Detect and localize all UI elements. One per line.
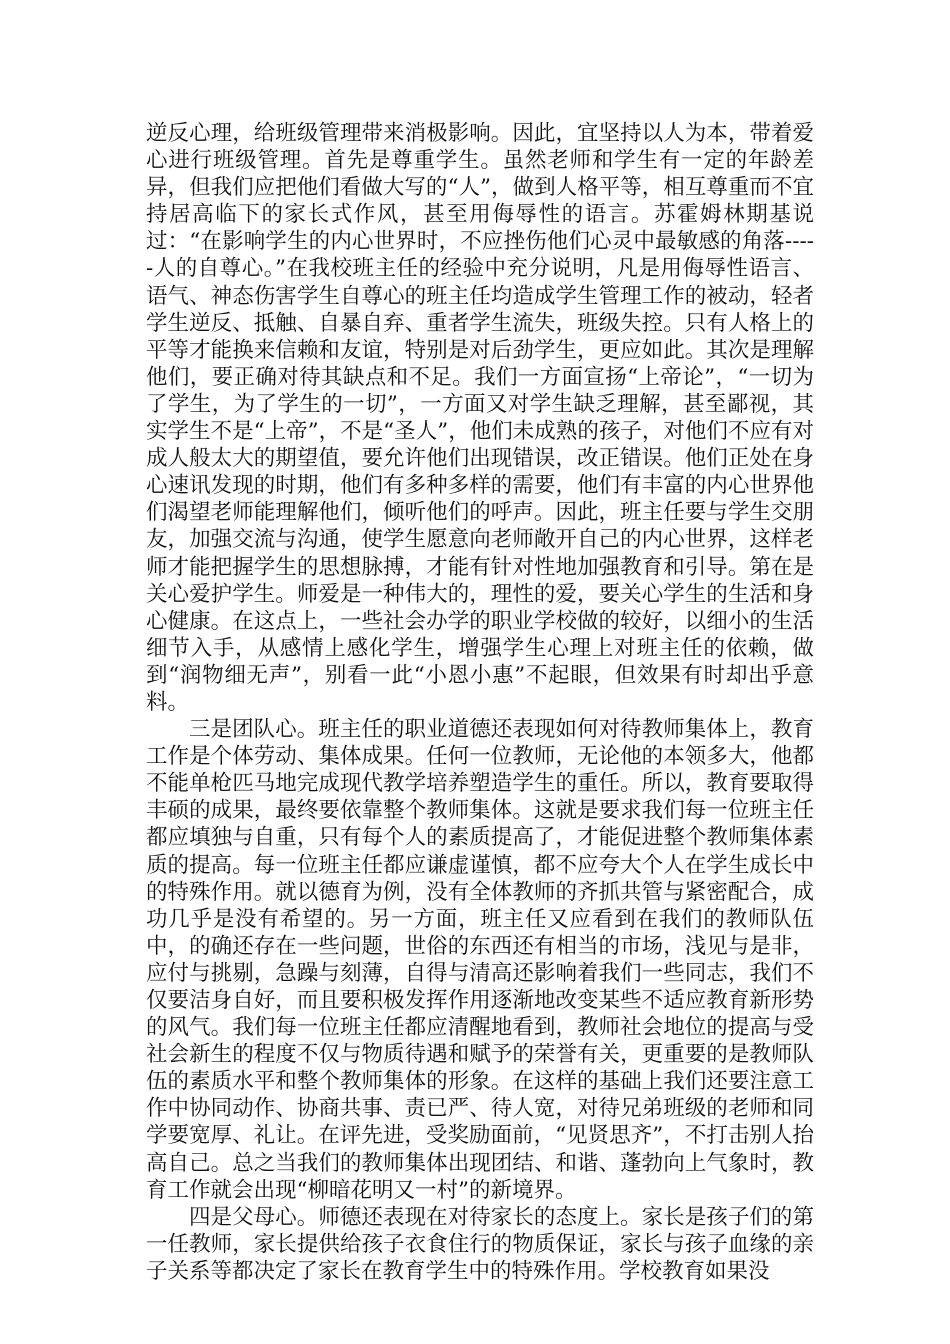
paragraph-1: 逆反心理，给班级管理带来消极影响。因此，宜坚持以人为本，带着爱心进行班级管理。首先是尊重学生。虽然老师和学生有一定的年龄差异，但我们应把他们看做大写的“人”，做到人格平等，相互尊重而不宜持居高临下的家长式作风，甚至用侮辱性的语言。苏霍姆林期基说过：“在影响学生的内心世界时，不应挫伤他们心灵中最敏感的角落-----人的自尊心。”在我校班主任的经验中充分说明，凡是用侮辱性语言、语气、神态伤害学生自尊心的班主任均造成学生管理工作的被动，轻者学生逆反、抵触、自暴自弃、重者学生流失，班级失控。只有人格上的平等才能换来信赖和友谊，特别是对后劲学生，更应如此。其次是理解他们，要正确对待其缺点和不足。我们一方面宣扬“上帝论”，“一切为了学生，为了学生的一切”，一方面又对学生缺乏理解，甚至鄙视，其实学生不是“上帝”，不是“圣人”，他们未成熟的孩子，对他们不应有对成人般太大的期望值，要允许他们出现错误，改正错误。他们正处在身心速讯发现的时期，他们有多种多样的需要，他们有丰富的内心世界他们渴望老师能理解他们，倾听他们的呼声。因此，班主任要与学生交朋友，加强交流与沟通，使学生愿意向老师敞开自己的内心世界，这样老师才能把握学生的思想脉搏，才能有针对性地加强教育和引导。第在是关心爱护学生。师爱是一种伟大的，理性的爱，要关心学生的生活和身心健康。在这点上，一些社会办学的职业学校做的较好，以细小的生活细节入手，从感情上感化学生，增强学生心理上对班主任的依赖，做到“润物细无声”，别看一此“小恩小惠”不起眼，但效果有时却出乎意料。 bbox=[146, 121, 814, 715]
paragraph-3: 四是父母心。师德还表现在对待家长的态度上。家长是孩子们的第一任教师，家长提供给孩子衣食住行的物质保证，家长与孩子血缘的亲子关系等都决定了家长在教育学生中的特殊作用。学校教育如果没 bbox=[146, 1204, 814, 1284]
paragraph-2: 三是团队心。班主任的职业道德还表现如何对待教师集体上，教育工作是个体劳动、集体成果。任何一位教师，无论他的本领多大，他都不能单枪匹马地完成现代教学培养塑造学生的重任。所以，教育要取得丰硕的成果，最终要依靠整个教师集体。这就是要求我们每一位班主任都应填独与自重，只有每个人的素质提高了，才能促进整个教师集体素质的提高。每一位班主任都应谦虚谨慎，都不应夸大个人在学生成长中的特殊作用。就以德育为例，没有全体教师的齐抓共管与紧密配合，成功几乎是没有希望的。另一方面，班主任又应看到在我们的教师队伍中，的确还存在一些问题，世俗的东西还有相当的市场，浅见与是非，应付与挑剔，急躁与刻薄，自得与清高还影响着我们一些同志，我们不仅要洁身自好，而且要积极发挥作用逐渐地改变某些不适应教育新形势的风气。我们每一位班主任都应清醒地看到，教师社会地位的提高与受社会新生的程度不仅与物质待遇和赋予的荣誉有关，更重要的是教师队伍的素质水平和整个教师集体的形象。在这样的基础上我们还要注意工作中协同动作、协商共事、责已严、待人宽，对待兄弟班级的老师和同学要宽厚、礼让。在评先进，受奖励面前，“见贤思齐”，不打击别人抬高自己。总之当我们的教师集体出现团结、和谐、蓬勃向上气象时，教育工作就会出现“柳暗花明又一村”的新境界。 bbox=[146, 717, 814, 1203]
document-body bbox=[146, 120, 814, 1285]
